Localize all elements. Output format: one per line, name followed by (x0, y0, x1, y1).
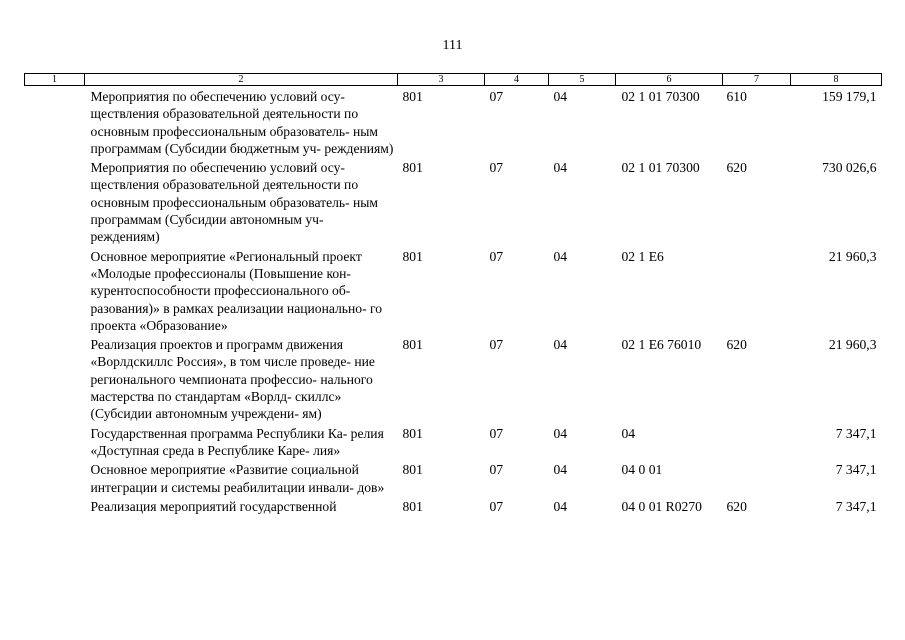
item-name-cell (85, 157, 398, 245)
section-code: 07 (489, 462, 504, 478)
table-row (25, 246, 882, 334)
row-number-cell (25, 86, 85, 158)
section-code: 07 (489, 248, 504, 264)
expense-type-code (723, 246, 791, 334)
table-row (25, 86, 882, 158)
department-code: 801 (402, 248, 423, 264)
amount-value: 730 026,6 (822, 160, 877, 176)
table-row (25, 157, 882, 245)
target-article-code: 02 1 E6 76010 (621, 337, 702, 353)
amount-value: 159 179,1 (822, 89, 877, 104)
column-header: 5 (549, 74, 616, 86)
column-header: 6 (616, 74, 723, 86)
item-name-cell (85, 334, 398, 422)
subsection-code: 04 (553, 498, 568, 514)
expense-type-code (723, 459, 791, 496)
department-code: 801 (402, 160, 423, 176)
column-header: 3 (398, 74, 485, 86)
item-name: Государственная программа Республики Ка- релия «Доступная среда в Республике Каре- лия» (90, 425, 384, 458)
department-code: 801 (402, 89, 423, 104)
target-article-code: 02 1 01 70300 (621, 89, 700, 104)
row-number-cell (25, 246, 85, 334)
department-code: 801 (402, 462, 423, 478)
table-row (25, 423, 882, 460)
amount-value: 7 347,1 (835, 462, 877, 478)
target-article-code: 04 0 01 (621, 462, 663, 478)
row-number-cell (25, 157, 85, 245)
expense-type-code: 620 (726, 498, 747, 514)
amount-value: 7 347,1 (835, 498, 877, 514)
target-article-code: 04 (621, 425, 636, 441)
amount-value: 7 347,1 (835, 425, 877, 441)
target-article-code: 02 1 01 70300 (621, 160, 700, 176)
target-article-code: 04 0 01 R0270 (621, 498, 702, 514)
item-name: Основное мероприятие «Развитие социальной интеграции и системы реабилитации инвали- дов» (90, 462, 385, 495)
item-name: Мероприятия по обеспечению условий осу- ществления образовательной деятельности по основным профессиональным образователь- ным программам (Субсидии автономным уч- реждениям) (90, 160, 379, 245)
column-header: 7 (723, 74, 791, 86)
subsection-code: 04 (553, 248, 568, 264)
section-code: 07 (489, 160, 504, 176)
department-code: 801 (402, 498, 423, 514)
column-header: 4 (485, 74, 549, 86)
subsection-code: 04 (553, 425, 568, 441)
item-name-cell (85, 246, 398, 334)
amount-value: 21 960,3 (828, 248, 877, 264)
expense-type-code: 610 (726, 89, 747, 104)
department-code: 801 (402, 337, 423, 353)
page-number: 111 (442, 38, 463, 53)
expense-type-code (723, 423, 791, 460)
target-article-code: 02 1 E6 (621, 248, 664, 264)
subsection-code: 04 (553, 89, 568, 104)
item-name: Реализация мероприятий государственной (90, 498, 337, 514)
budget-table (24, 73, 882, 515)
table-row (25, 496, 882, 515)
column-header: 1 (25, 74, 85, 86)
item-name: Мероприятия по обеспечению условий осу- ществления образовательной деятельности по основным профессиональным образователь- ным программам (Субсидии бюджетным уч- реждениям) (90, 89, 394, 156)
item-name-cell (85, 496, 398, 515)
row-number-cell (25, 496, 85, 515)
amount-value: 21 960,3 (828, 337, 877, 353)
row-number-cell (25, 334, 85, 422)
section-code: 07 (489, 89, 504, 104)
table-row (25, 334, 882, 422)
item-name-cell (85, 86, 398, 158)
item-name-cell (85, 459, 398, 496)
column-number-row (25, 74, 882, 86)
column-header: 8 (791, 74, 882, 86)
section-code: 07 (489, 498, 504, 514)
subsection-code: 04 (553, 160, 568, 176)
subsection-code: 04 (553, 337, 568, 353)
item-name: Реализация проектов и программ движения «Ворлдскиллс Россия», в том числе проведе- ние регионального чемпионата профессио- нального мастерства по стандартам «Ворлд- скиллс» (Субсидии автономным учреждени- ям) (90, 337, 375, 422)
expense-type-code: 620 (726, 337, 747, 353)
section-code: 07 (489, 425, 504, 441)
table-row (25, 459, 882, 496)
row-number-cell (25, 459, 85, 496)
item-name-cell (85, 423, 398, 460)
column-header: 2 (85, 74, 398, 86)
department-code: 801 (402, 425, 423, 441)
expense-type-code: 620 (726, 160, 747, 176)
row-number-cell (25, 423, 85, 460)
section-code: 07 (489, 337, 504, 353)
item-name: Основное мероприятие «Региональный проект «Молодые профессионалы (Повышение кон- курентоспособности профессионального об- разования)» в рамках реализации национально- го проекта «Образование» (90, 248, 383, 333)
subsection-code: 04 (553, 462, 568, 478)
